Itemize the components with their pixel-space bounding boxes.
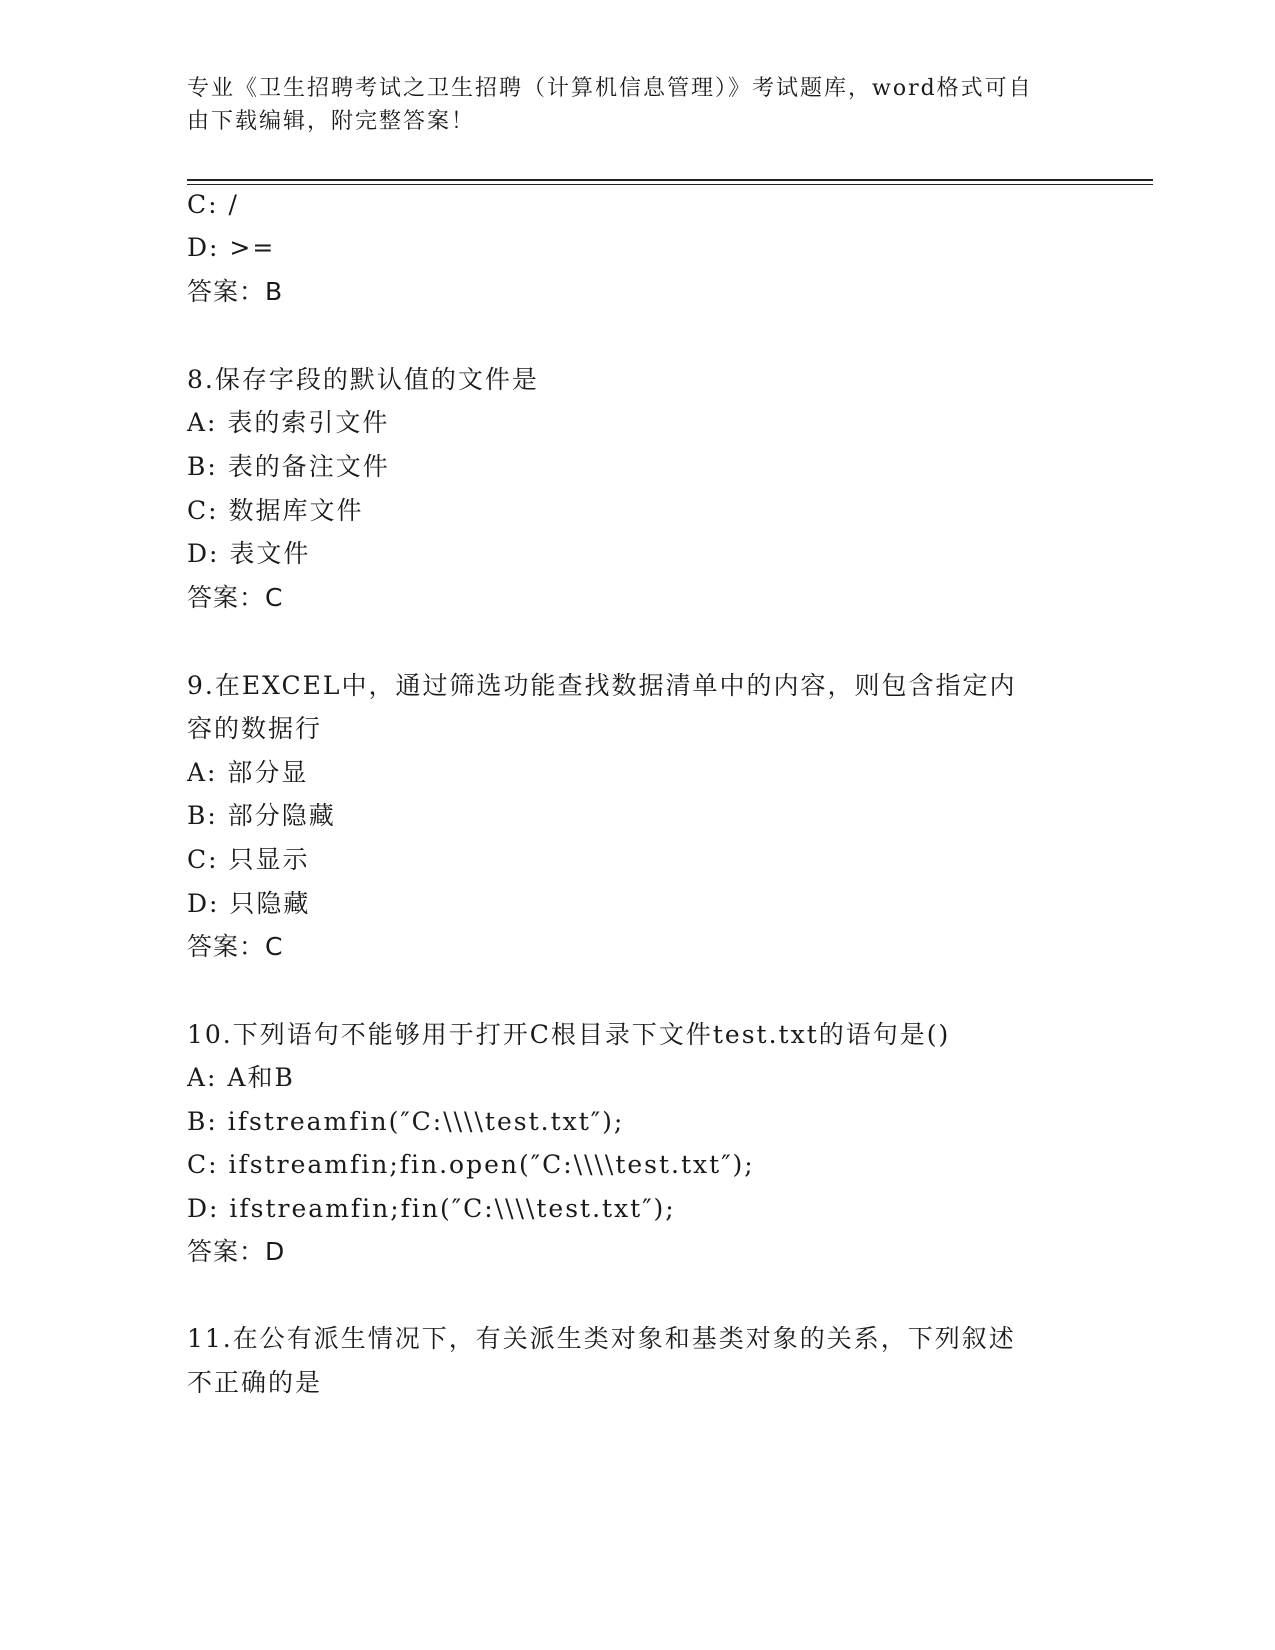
header-divider-thick	[187, 179, 1153, 181]
q9-answer: 答案：C	[187, 932, 284, 961]
q10-option-b: B: ifstreamfin(″C:\\\\test.txt″);	[187, 1107, 625, 1136]
q7-answer: 答案：B	[187, 277, 284, 306]
q10-answer: 答案：D	[187, 1237, 286, 1266]
q9-option-b: B: 部分隐藏	[187, 801, 336, 830]
q8-option-c: C: 数据库文件	[187, 496, 364, 525]
q9-option-d: D: 只隐藏	[187, 889, 311, 918]
q8-option-a: A: 表的索引文件	[187, 408, 390, 437]
q8-option-b: B: 表的备注文件	[187, 452, 390, 481]
q7-option-c: C: /	[187, 190, 239, 219]
q9-option-c: C: 只显示	[187, 845, 310, 874]
q8-stem: 8.保存字段的默认值的文件是	[187, 365, 539, 394]
q10-option-d: D: ifstreamfin;fin(″C:\\\\test.txt″);	[187, 1194, 676, 1223]
q11-stem-line-1: 11.在公有派生情况下，有关派生类对象和基类对象的关系，下列叙述	[187, 1324, 1016, 1353]
q9-stem-line-2: 容的数据行	[187, 714, 323, 743]
q9-stem-line-1: 9.在EXCEL中，通过筛选功能查找数据清单中的内容，则包含指定内	[187, 671, 1017, 700]
q10-option-a: A: A和B	[187, 1063, 295, 1092]
header-divider-thin	[187, 184, 1153, 185]
q11-stem-line-2: 不正确的是	[187, 1368, 323, 1397]
q10-stem: 10.下列语句不能够用于打开C根目录下文件test.txt的语句是()	[187, 1020, 951, 1049]
q8-option-d: D: 表文件	[187, 539, 311, 568]
header-line-2: 由下载编辑，附完整答案！	[187, 109, 476, 134]
q8-answer: 答案：C	[187, 583, 284, 612]
q9-option-a: A: 部分显	[187, 758, 309, 787]
document-header	[187, 72, 1067, 138]
q7-option-d: D: >=	[187, 233, 276, 262]
header-line-1: 专业《卫生招聘考试之卫生招聘（计算机信息管理）》考试题库，word格式可自	[187, 76, 1033, 101]
q10-option-c: C: ifstreamfin;fin.open(″C:\\\\test.txt″);	[187, 1150, 755, 1179]
